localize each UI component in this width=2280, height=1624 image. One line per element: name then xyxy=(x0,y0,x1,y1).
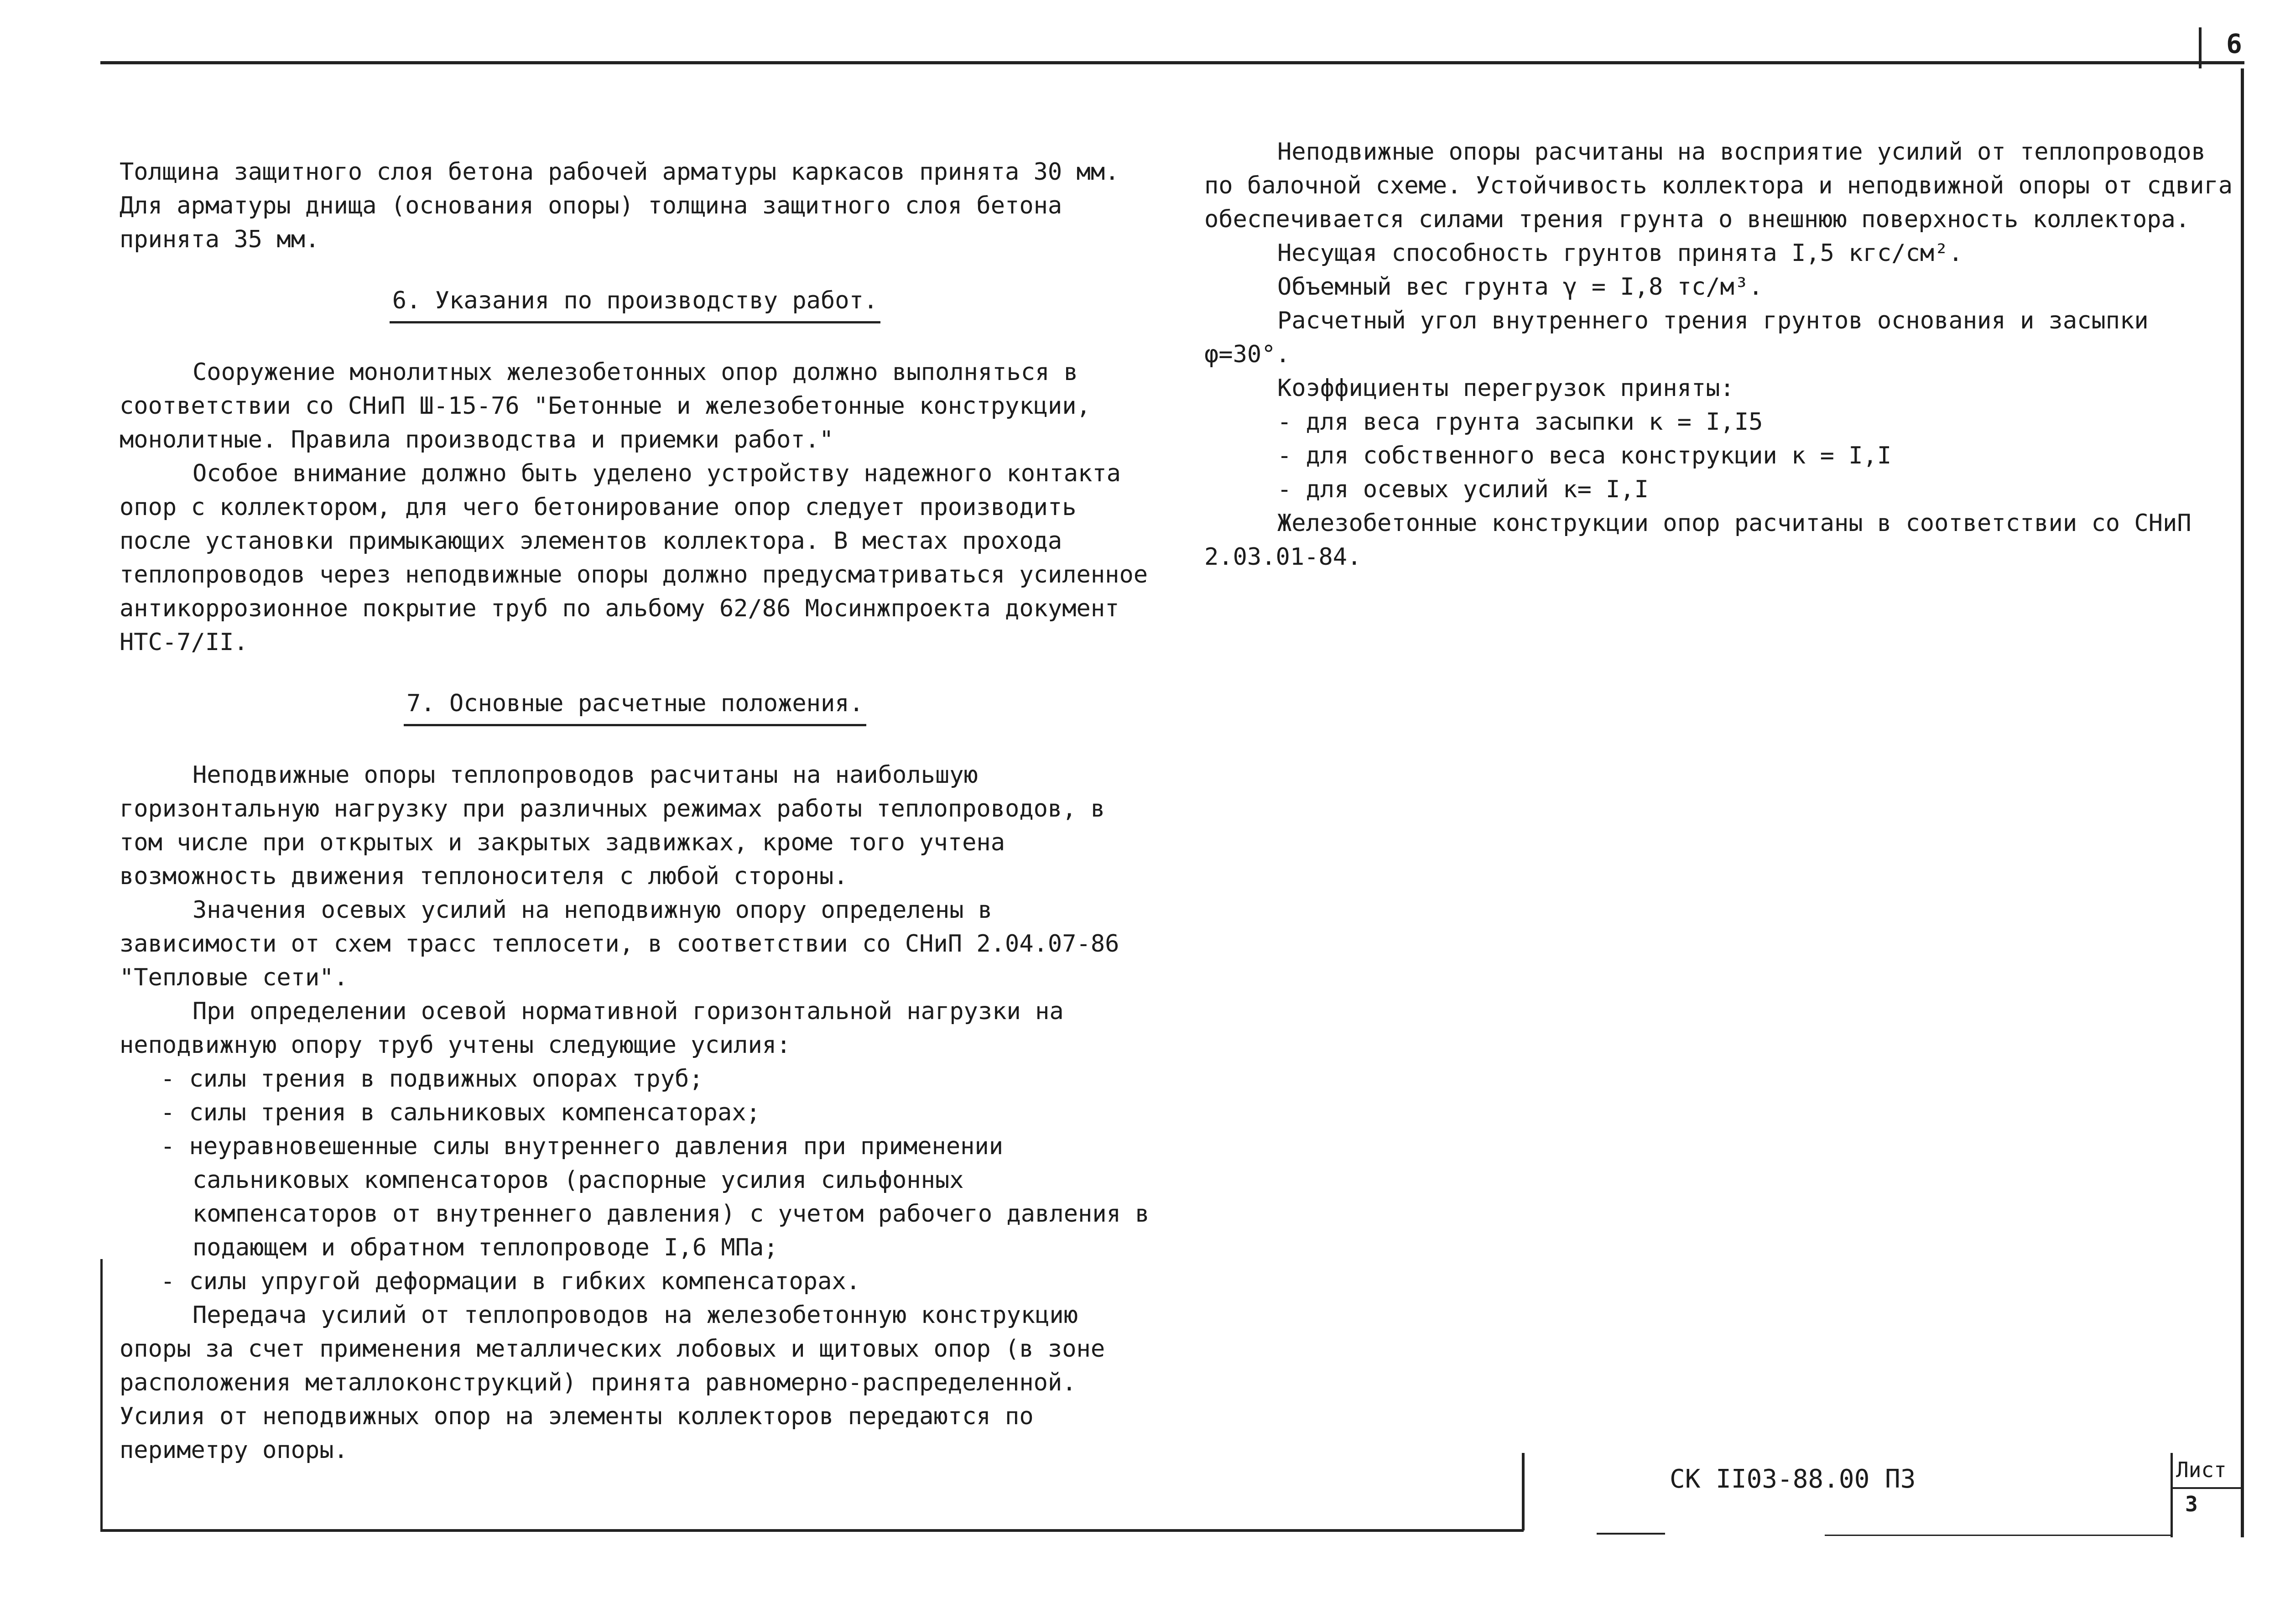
section-heading-6: 6. Указания по производству работ. xyxy=(120,284,1150,323)
list-item: - силы трения в сальниковых компенсаторах; xyxy=(161,1099,760,1126)
page-number-divider xyxy=(2199,27,2202,68)
line-coefficient-self-weight: - для собственного веса конструкции к = I,I xyxy=(1277,442,1892,469)
sheet-label: Лист xyxy=(2176,1457,2227,1482)
right-border xyxy=(2241,68,2244,1537)
top-border xyxy=(100,61,2244,64)
bottom-border xyxy=(100,1529,1524,1532)
list-item: - неуравновешенные силы внутреннего давления при применении сальниковых компенсаторов (распорные усилия сильфонных компенсаторов от внутреннего давления) с учетом рабочего давления в подающем и обратном теплопроводе I,6 МПа; xyxy=(161,1133,1150,1261)
paragraph-beam-scheme: Неподвижные опоры расчитаны на восприятие усилий от теплопроводов по балочной схеме. Устойчивость коллектора и неподвижной опоры от сдвига обеспечивается силами трения грунта о внешнюю поверхность коллектора. xyxy=(1204,138,2233,233)
paragraph-force-transfer: Передача усилий от теплопроводов на железобетонную конструкцию опоры за счет применения металлических лобовых и щитовых опор (в зоне расположения металлоконструкций) принята равномерно-распределенной. Усилия от неподвижных опор на элементы коллекторов передаются по периметру опоры. xyxy=(120,1301,1105,1464)
stamp-divider xyxy=(1522,1453,1525,1530)
line-bearing-capacity: Несущая способность грунтов принята I,5 кгс/см². xyxy=(1277,239,1963,267)
stamp-bottom-line xyxy=(1597,1533,1665,1535)
line-coefficient-axial: - для осевых усилий к= I,I xyxy=(1277,476,1649,503)
paragraph-contact: Особое внимание должно быть уделено устройству надежного контакта опор с коллектором, для чего бетонирование опор следует производить после установки примыкающих элементов коллектора. В местах прохода теплопроводов через неподвижные опоры должно предусматриваться усиленное антикоррозионное покрытие труб по альбому 62/86 Мосинжпроекта документ НТС-7/II. xyxy=(120,460,1148,656)
line-unit-weight: Объемный вес грунта γ = I,8 тс/м³. xyxy=(1277,273,1763,301)
section-heading-7: 7. Основные расчетные положения. xyxy=(120,687,1150,726)
sheet-cell-mid xyxy=(2171,1487,2243,1489)
document-code: СК II03-88.00 ПЗ xyxy=(1670,1464,1916,1494)
line-friction-angle: Расчетный угол внутреннего трения грунтов основания и засыпки φ=30°. xyxy=(1204,307,2149,368)
left-border xyxy=(100,1259,103,1531)
paragraph-axial-forces: Значения осевых усилий на неподвижную опору определены в зависимости от схем трасс теплосети, в соответствии со СНиП 2.04.07-86 "Тепловые сети". xyxy=(120,896,1119,991)
list-item: - силы упругой деформации в гибких компенсаторах. xyxy=(161,1268,861,1295)
line-coefficient-soil: - для веса грунта засыпки к = I,I5 xyxy=(1277,408,1763,436)
sheet-cell-left xyxy=(2171,1453,2173,1537)
paragraph-construction: Сооружение монолитных железобетонных опор должно выполняться в соответствии со СНиП Ш-15-76 "Бетонные и железобетонные конструкции, монолитные. Правила производства и приемки работ." xyxy=(120,359,1091,453)
page-number: 6 xyxy=(2226,28,2242,59)
stamp-bottom-line-2 xyxy=(1825,1535,2171,1536)
list-item: - силы трения в подвижных опорах труб; xyxy=(161,1065,703,1093)
paragraph-normative-load: При определении осевой нормативной горизонтальной нагрузки на неподвижную опору труб учтены следующие усилия: xyxy=(120,998,1064,1059)
paragraph-cover-thickness: Толщина защитного слоя бетона рабочей арматуры каркасов принята 30 мм. Для арматуры днища (основания опоры) толщина защитного слоя бетона принята 35 мм. xyxy=(120,158,1119,253)
paragraph-snip-compliance: Железобетонные конструкции опор расчитаны в соответствии со СНиП 2.03.01-84. xyxy=(1204,510,2192,571)
sheet-number: 3 xyxy=(2185,1492,2198,1516)
line-overload-coefficients: Коэффициенты перегрузок приняты: xyxy=(1277,375,1734,402)
right-column xyxy=(1204,135,2235,574)
left-column xyxy=(120,155,1150,1467)
paragraph-loads: Неподвижные опоры теплопроводов расчитаны на наибольшую горизонтальную нагрузку при различных режимах работы теплопроводов, в том числе при открытых и закрытых задвижках, кроме того учтена возможность движения теплоносителя с любой стороны. xyxy=(120,761,1105,890)
